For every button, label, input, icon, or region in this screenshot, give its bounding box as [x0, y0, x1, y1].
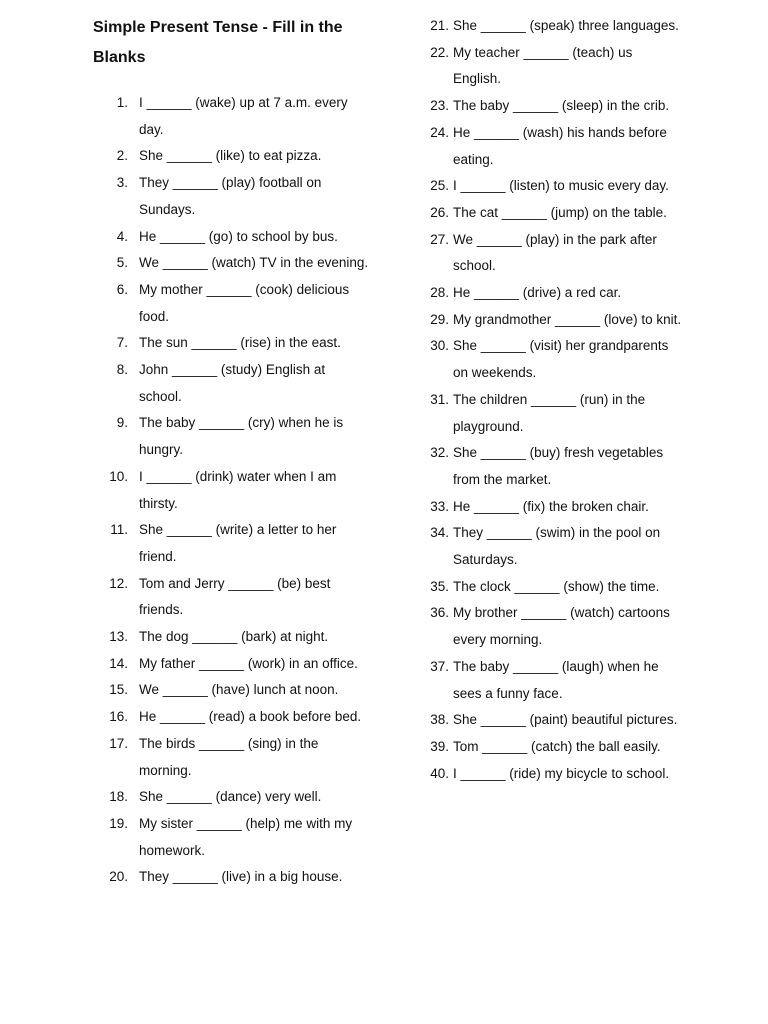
- question-text: The sun ______ (rise) in the east.: [139, 335, 341, 351]
- question-item: [0, 280, 683, 307]
- question-text: She ______ (speak) three languages.: [453, 18, 679, 33]
- question-text: She ______ (buy) fresh vegetables from the market.: [453, 445, 664, 487]
- question-number: 7.: [116, 335, 128, 351]
- question-number: 2.: [116, 148, 128, 164]
- question-text: The children ______ (run) in the playground.: [453, 391, 646, 434]
- question-text: She ______ (visit) her grandparents on weekends.: [453, 338, 669, 381]
- question-number: 16.: [109, 709, 128, 725]
- question-item: [0, 40, 683, 93]
- question-number: 37.: [430, 658, 449, 674]
- question-item: [0, 13, 683, 40]
- question-text: He ______ (fix) the broken chair.: [453, 498, 649, 514]
- question-text: He ______ (read) a book before bed.: [139, 709, 362, 725]
- question-text: We ______ (play) in the park after school.: [453, 231, 657, 274]
- question-text: I ______ (listen) to music every day.: [453, 178, 669, 194]
- question-text: Tom ______ (catch) the ball easily.: [453, 738, 661, 754]
- question-number: 25.: [430, 178, 449, 194]
- question-number: 11.: [110, 522, 128, 538]
- question-item: [0, 307, 683, 334]
- question-number: 31.: [430, 391, 449, 407]
- question-item: [0, 494, 683, 521]
- question-number: 6.: [116, 281, 128, 297]
- question-item: [0, 93, 683, 120]
- question-item: [0, 734, 683, 761]
- question-number: 38.: [430, 712, 449, 728]
- question-text: The clock ______ (show) the time.: [453, 578, 660, 594]
- question-number: 26.: [430, 204, 449, 220]
- question-item: [0, 333, 683, 386]
- question-item: [0, 387, 683, 440]
- question-number: 4.: [116, 228, 128, 244]
- question-number: 10.: [109, 468, 128, 484]
- question-item: [0, 120, 683, 173]
- questions-column-right: [0, 13, 683, 787]
- question-number: 39.: [430, 738, 449, 754]
- question-text: She ______ (paint) beautiful pictures.: [453, 712, 678, 728]
- question-text: My mother ______ (cook) delicious food.: [139, 281, 350, 324]
- question-number: 17.: [109, 735, 128, 751]
- question-number: 36.: [430, 605, 449, 621]
- question-text: My teacher ______ (teach) us English.: [453, 44, 633, 87]
- question-number: 34.: [430, 525, 449, 541]
- question-text: They ______ (live) in a big house.: [139, 869, 343, 885]
- question-item: [0, 440, 683, 493]
- question-text: My grandmother ______ (love) to knit.: [453, 311, 682, 327]
- question-number: 40.: [430, 765, 449, 781]
- question-number: 27.: [430, 231, 449, 247]
- question-number: 19.: [109, 815, 128, 831]
- question-item: [0, 864, 369, 891]
- question-number: 20.: [109, 869, 128, 885]
- question-number: 12.: [109, 575, 128, 591]
- question-text: We ______ (have) lunch at noon.: [139, 682, 339, 698]
- question-text: We ______ (watch) TV in the evening.: [139, 255, 369, 271]
- question-number: 24.: [430, 124, 449, 140]
- question-text: My sister ______ (help) me with my homework.: [139, 815, 353, 858]
- question-item: [0, 227, 683, 280]
- question-item: [0, 784, 369, 811]
- question-text: My brother ______ (watch) cartoons every morning.: [453, 605, 670, 648]
- question-text: He ______ (drive) a red car.: [453, 285, 622, 301]
- question-text: The baby ______ (cry) when he is hungry.: [139, 415, 344, 458]
- question-number: 18.: [109, 789, 128, 805]
- question-number: 8.: [116, 362, 128, 378]
- question-text: The cat ______ (jump) on the table.: [453, 204, 667, 220]
- question-number: 14.: [109, 655, 128, 671]
- question-text: The dog ______ (bark) at night.: [139, 629, 329, 645]
- question-number: 35.: [430, 578, 449, 594]
- question-number: 28.: [430, 285, 449, 301]
- question-item: [0, 654, 683, 707]
- question-text: He ______ (go) to school by bus.: [139, 228, 338, 244]
- question-number: 9.: [116, 415, 128, 431]
- question-number: 13.: [109, 629, 128, 645]
- question-number: 3.: [116, 175, 128, 191]
- question-item: [0, 200, 683, 227]
- question-text: She ______ (dance) very well.: [139, 789, 322, 805]
- question-text: The birds ______ (sing) in the morning.: [139, 735, 319, 778]
- question-number: 5.: [116, 255, 128, 271]
- question-item: [0, 173, 683, 200]
- question-text: Tom and Jerry ______ (be) best friends.: [139, 575, 331, 618]
- question-text: He ______ (wash) his hands before eating.: [453, 124, 667, 167]
- question-text: She ______ (write) a letter to her friend.: [139, 522, 337, 564]
- question-number: 30.: [430, 338, 449, 354]
- question-item: [0, 761, 683, 788]
- question-text: My father ______ (work) in an office.: [139, 655, 358, 671]
- question-text: She ______ (like) to eat pizza.: [139, 148, 322, 164]
- question-text: I ______ (drink) water when I am thirsty.: [139, 468, 337, 511]
- question-text: They ______ (swim) in the pool on Saturdays.: [453, 525, 661, 568]
- question-number: 33.: [430, 498, 449, 514]
- worksheet-title: Simple Present Tense - Fill in the Blanks: [93, 19, 343, 66]
- question-item: [0, 707, 683, 734]
- question-number: 23.: [430, 98, 449, 114]
- question-number: 22.: [430, 44, 449, 60]
- question-number: 32.: [430, 445, 449, 461]
- question-item: [0, 600, 683, 653]
- question-number: 15.: [109, 682, 128, 698]
- question-text: John ______ (study) English at school.: [139, 362, 326, 404]
- question-item: [0, 574, 683, 601]
- question-text: The baby ______ (laugh) when he sees a funny face.: [453, 658, 659, 701]
- question-text: I ______ (wake) up at 7 a.m. every day.: [139, 95, 348, 137]
- question-number: 1.: [116, 95, 128, 110]
- question-number: 29.: [430, 311, 449, 327]
- question-item: [0, 811, 369, 864]
- question-item: [0, 520, 683, 573]
- question-text: They ______ (play) football on Sundays.: [139, 175, 322, 217]
- question-number: 21.: [430, 18, 449, 33]
- question-text: I ______ (ride) my bicycle to school.: [453, 765, 670, 781]
- question-text: The baby ______ (sleep) in the crib.: [453, 98, 670, 114]
